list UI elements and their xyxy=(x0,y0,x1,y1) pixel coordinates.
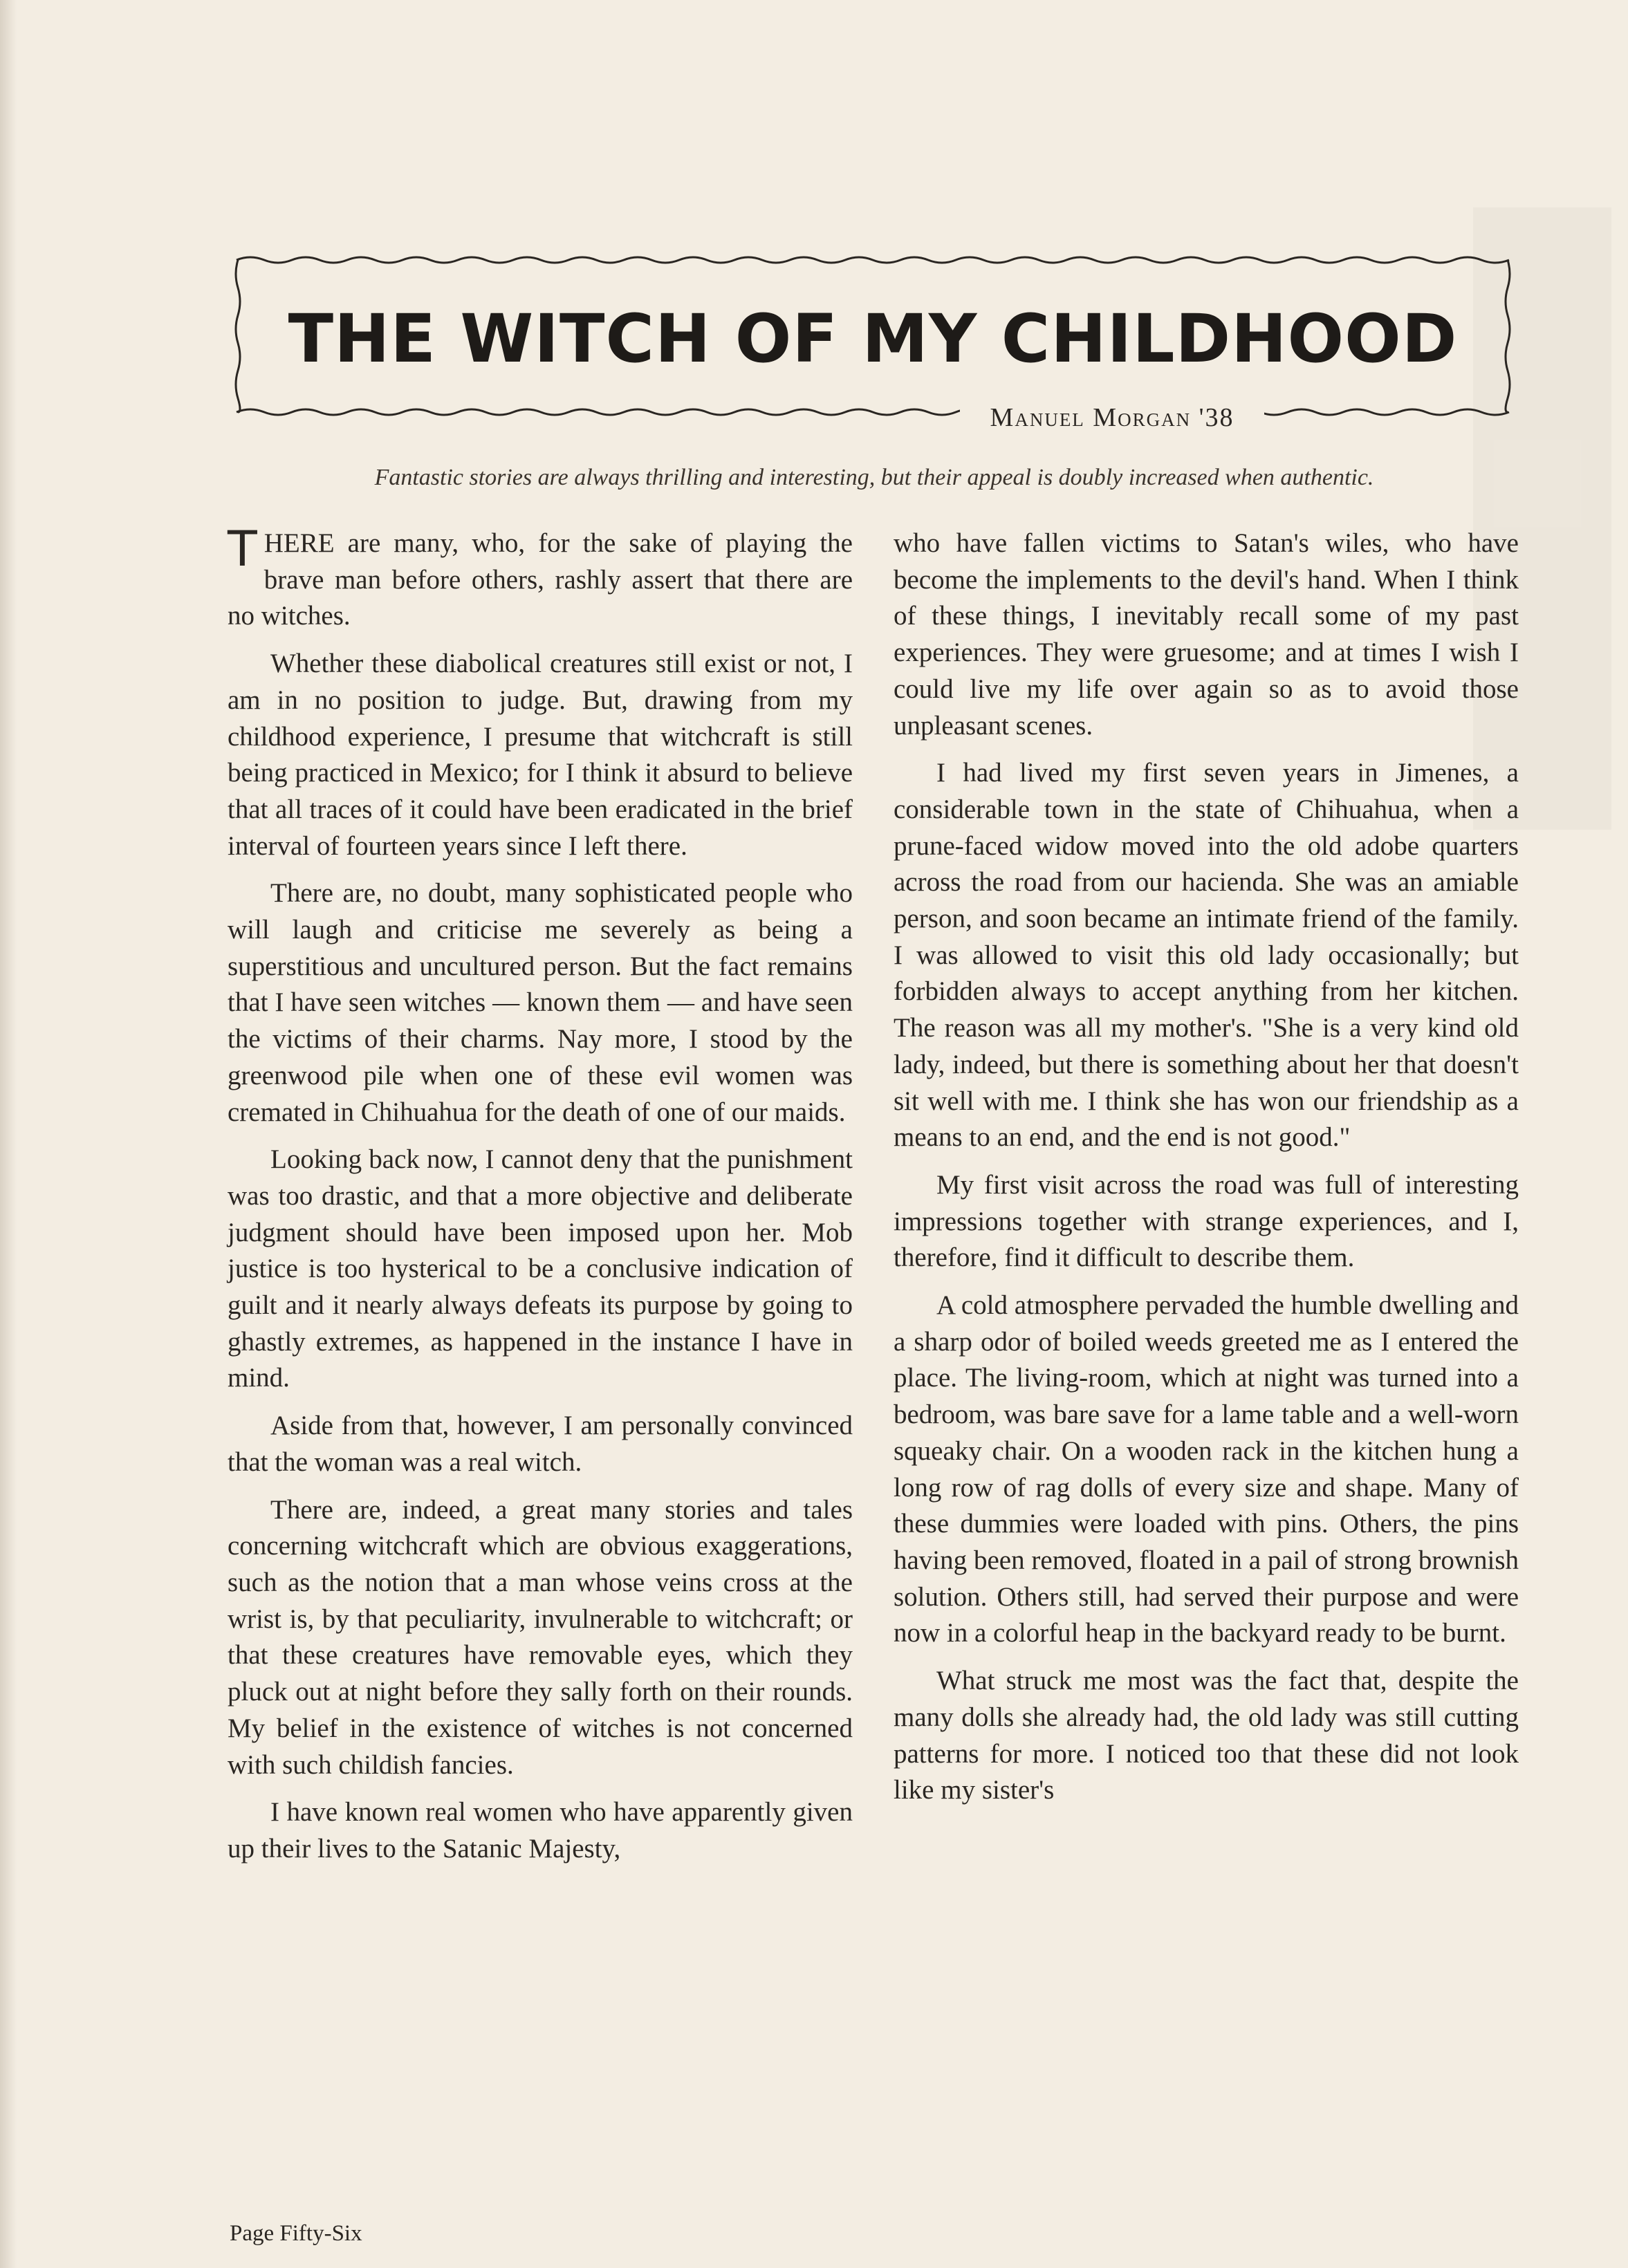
paragraph: Aside from that, however, I am personally convinced that the woman was a real witch. xyxy=(228,1411,853,1477)
paragraph: Looking back now, I cannot deny that the punishment was too drastic, and that a more objective and deliberate judgment should have been imposed upon her. Mob justice is too hysterical to be a conclusive indication of guilt and it nearly always defeats its purpose by going to ghastly extremes, as happened in the instance I have in mind. xyxy=(228,1144,853,1393)
article-subtitle: Fantastic stories are always thrilling and interesting, but their appeal is doubly increased when authentic. xyxy=(374,465,1374,490)
drop-cap: T xyxy=(228,521,257,577)
paragraph-text: HERE are many, who, for the sake of playing the brave man before others, rashly assert that there are no witches. xyxy=(228,528,853,631)
paragraph: Whether these diabolical creatures still exist or not, I am in no position to judge. But, drawing from my childhood experience, I presume that witchcraft is still being practiced in Mexico; for I think it absurd to believe that all traces of it could have been eradicated in the brief interval of fourteen years since I left there. xyxy=(228,649,853,861)
left-column xyxy=(228,521,853,1879)
paragraph: What struck me most was the fact that, despite the many dolls she already had, the old lady was still cutting patterns for more. I noticed too that these did not look like my sister's xyxy=(894,1666,1519,1805)
article-author: Manuel Morgan '38 xyxy=(960,402,1264,433)
paragraph xyxy=(228,521,853,635)
title-frame xyxy=(234,250,1512,432)
paragraph: My first visit across the road was full of interesting impressions together with strange experiences, and I, therefore, find it difficult to describe them. xyxy=(894,1169,1519,1273)
right-column xyxy=(894,526,1519,1820)
article-title: THE WITCH OF MY CHILDHOOD xyxy=(288,300,1458,378)
paragraph: I have known real women who have apparently given up their lives to the Satanic Majesty, xyxy=(228,1797,853,1863)
paragraph: There are, no doubt, many sophisticated people who will laugh and criticise me severely as being a superstitious and uncultured person. But the fact remains that I have seen witches — known them — and have seen the victims of their charms. Nay more, I stood by the greenwood pile when one of these evil women was cremated in Chihuahua for the death of one of our maids. xyxy=(228,878,853,1127)
page-number: Page Fifty-Six xyxy=(230,2221,362,2246)
paragraph: A cold atmosphere pervaded the humble dwelling and a sharp odor of boiled weeds greeted me as I entered the place. The living-room, which at night was turned into a bedroom, was bare save for a lame table and a well-worn squeaky chair. On a wooden rack in the kitchen hung a long row of rag dolls of every size and shape. Many of these dummies were loaded with pins. Others, the pins having been removed, floated in a pail of strong brownish solution. Others still, had served their purpose and were now in a colorful heap in the backyard ready to be burnt. xyxy=(894,1290,1519,1648)
page-binding-edge xyxy=(0,0,17,2268)
paragraph: There are, indeed, a great many stories and tales concerning witchcraft which are obvious exaggerations, such as the notion that a man whose veins cross at the wrist is, by that peculiarity, invulnerable to witchcraft; or that these creatures have removable eyes, which they pluck out at night before they sally forth on their rounds. My belief in the existence of witches is not concerned with such childish fancies. xyxy=(228,1494,853,1780)
paragraph: who have fallen victims to Satan's wiles, who have become the implements to the devil's hand. When I think of these things, I inevitably recall some of my past experiences. They were gruesome; and at times I wish I could live my life over again so as to avoid those unpleasant scenes. xyxy=(894,528,1519,741)
paragraph: I had lived my first seven years in Jimenes, a considerable town in the state of Chihuahua, when a prune-faced widow moved into the old adobe quarters across the road from our hacienda. She was an amiable person, and soon became an intimate friend of the family. I was allowed to visit this old lady occasionally; but forbidden always to accept anything from her kitchen. The reason was all my mother's. "She is a very kind old lady, indeed, but there is something about her that doesn't sit well with me. I think she has won our friendship as a means to an end, and the end is not good." xyxy=(894,758,1519,1153)
